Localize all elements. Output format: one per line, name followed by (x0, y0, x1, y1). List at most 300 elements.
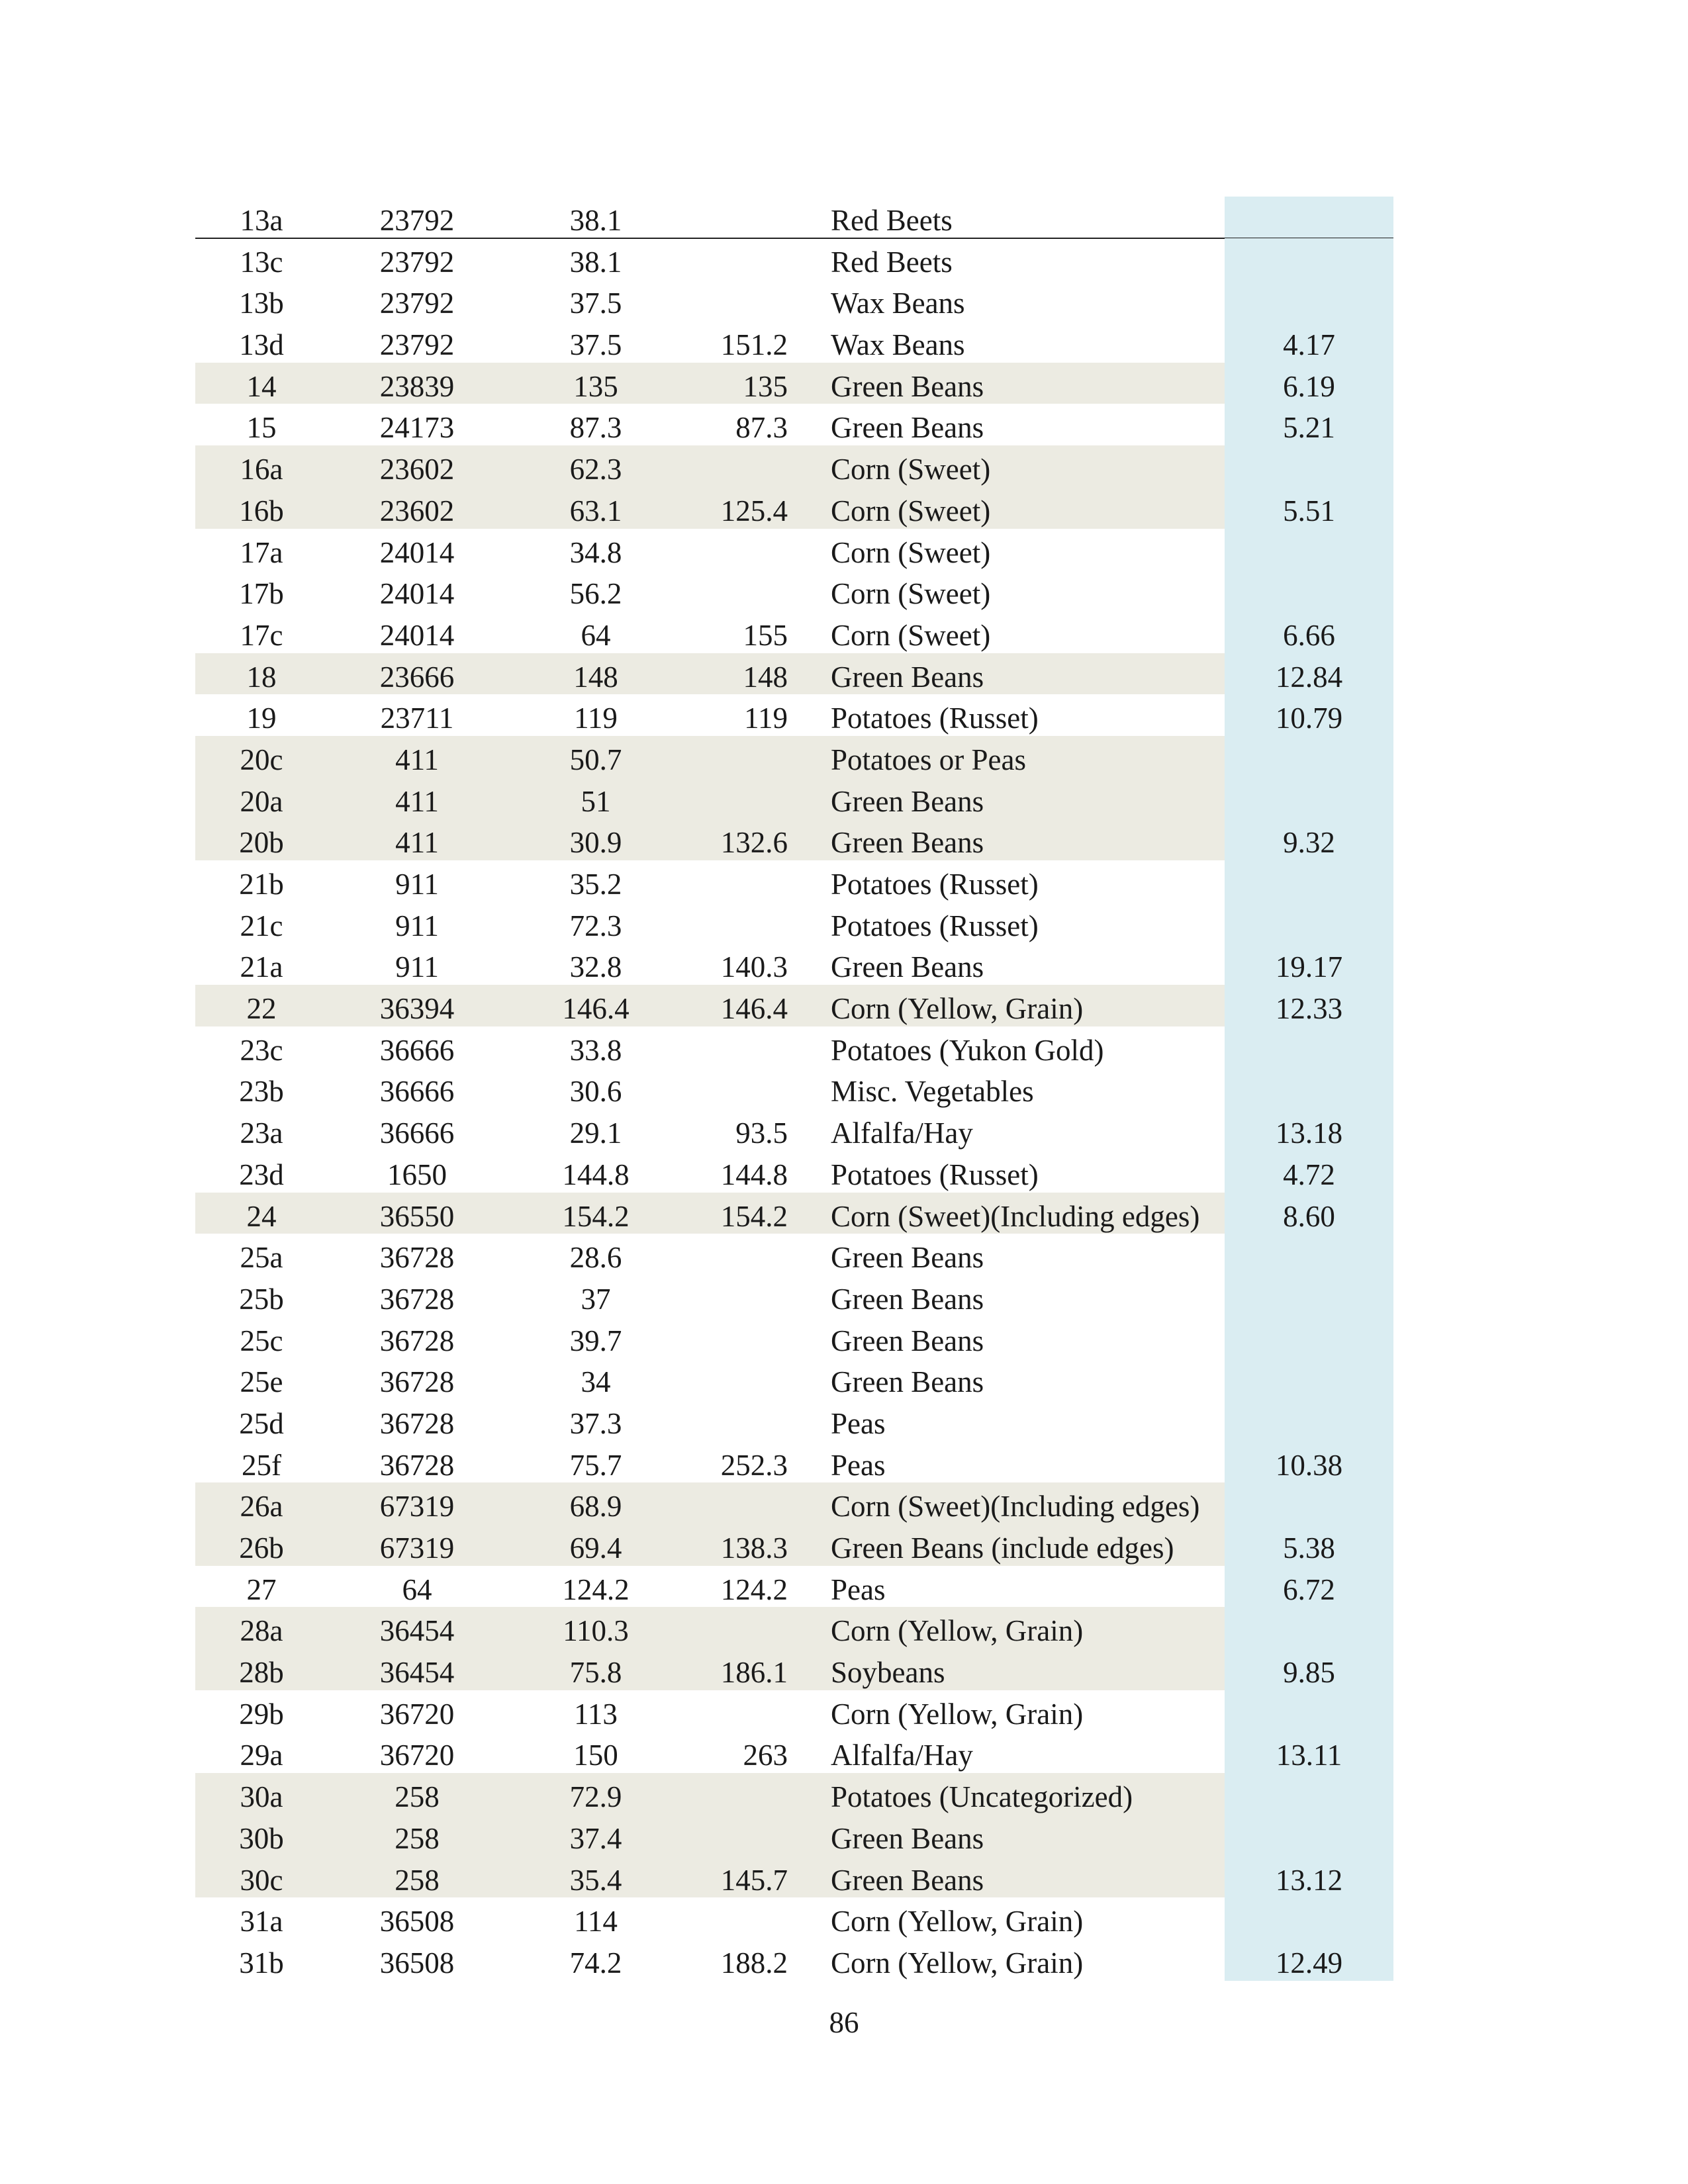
total-area-cell: 87.3 (735, 411, 788, 445)
field-number-cell: 911 (395, 950, 439, 984)
crop-name-cell: Corn (Yellow, Grain) (831, 1614, 1084, 1648)
crop-name-cell: Potatoes (Russet) (831, 909, 1039, 942)
field-number-cell: 36508 (379, 1905, 455, 1938)
total-area-cell: 93.5 (735, 1116, 788, 1150)
total-area-cell (685, 279, 788, 321)
row-id-cell: 21b (239, 868, 284, 901)
value-cell: 6.19 (1283, 369, 1335, 403)
value-cell (1225, 736, 1393, 778)
field-number-cell: 23711 (380, 702, 454, 735)
area-cell: 150 (573, 1739, 618, 1772)
table-row (195, 1400, 1393, 1441)
area-cell: 29.1 (569, 1116, 622, 1150)
value-cell (1225, 1897, 1393, 1939)
value-cell (1225, 529, 1393, 570)
value-cell: 12.33 (1275, 992, 1343, 1026)
crop-name-cell: Green Beans (831, 1241, 984, 1275)
table-row (195, 736, 1393, 778)
total-area-cell (685, 1607, 788, 1649)
row-id-cell: 16b (239, 494, 284, 527)
value-cell: 5.51 (1283, 494, 1335, 527)
table-row (195, 1566, 1393, 1608)
area-cell: 37 (581, 1282, 611, 1316)
crop-name-cell: Green Beans (831, 411, 984, 445)
crop-name-cell: Peas (831, 1448, 886, 1482)
field-number-cell: 24014 (379, 535, 455, 569)
total-area-cell: 135 (743, 369, 788, 403)
value-cell: 5.21 (1283, 411, 1335, 445)
area-cell: 33.8 (569, 1033, 622, 1067)
area-cell: 37.5 (569, 328, 622, 362)
table-row (195, 1607, 1393, 1649)
table-row (195, 1731, 1393, 1773)
area-cell: 62.3 (569, 453, 622, 486)
area-cell: 154.2 (562, 1199, 630, 1233)
table-row (195, 1524, 1393, 1566)
crop-name-cell: Corn (Yellow, Grain) (831, 1946, 1084, 1979)
value-cell: 10.79 (1275, 702, 1343, 735)
crop-name-cell: Corn (Sweet)(Including edges) (831, 1199, 1200, 1233)
area-cell: 37.5 (569, 287, 622, 320)
area-cell: 39.7 (569, 1324, 622, 1357)
total-area-cell: 132.6 (720, 826, 788, 860)
row-id-cell: 25e (240, 1365, 283, 1399)
area-cell: 72.3 (569, 909, 622, 942)
total-area-cell: 151.2 (720, 328, 788, 362)
crop-name-cell: Soybeans (831, 1656, 945, 1690)
value-cell: 6.66 (1283, 618, 1335, 652)
total-area-cell (685, 1690, 788, 1732)
crop-name-cell: Corn (Yellow, Grain) (831, 1905, 1084, 1938)
field-number-cell: 36728 (379, 1448, 455, 1482)
crop-name-cell: Corn (Yellow, Grain) (831, 1697, 1084, 1731)
field-number-cell: 36394 (379, 992, 455, 1026)
table-row (195, 363, 1393, 404)
table-row (195, 694, 1393, 736)
value-cell (1225, 197, 1393, 238)
table-row (195, 238, 1393, 280)
total-area-cell (685, 778, 788, 819)
value-cell: 12.84 (1275, 660, 1343, 694)
row-id-cell: 20a (240, 784, 283, 818)
table-row (195, 1109, 1393, 1151)
field-number-cell: 36454 (379, 1614, 455, 1648)
crop-name-cell: Red Beets (831, 204, 953, 237)
crop-name-cell: Corn (Sweet) (831, 577, 991, 611)
crop-name-cell: Green Beans (831, 1324, 984, 1357)
total-area-cell: 144.8 (720, 1158, 788, 1191)
row-id-cell: 25d (239, 1406, 284, 1440)
total-area-cell: 124.2 (720, 1572, 788, 1606)
field-number-cell: 23792 (379, 287, 455, 320)
table-row (195, 197, 1393, 238)
table-row (195, 778, 1393, 819)
table-row (195, 1856, 1393, 1898)
field-number-cell: 23666 (379, 660, 455, 694)
value-cell: 6.72 (1283, 1572, 1335, 1606)
row-id-cell: 13b (239, 287, 284, 320)
field-number-cell: 23792 (379, 328, 455, 362)
area-cell: 63.1 (569, 494, 622, 527)
field-number-cell: 36666 (379, 1075, 455, 1109)
row-id-cell: 17c (240, 618, 283, 652)
field-number-cell: 411 (395, 743, 439, 776)
field-number-cell: 67319 (379, 1531, 455, 1565)
table-row (195, 985, 1393, 1026)
row-id-cell: 13c (240, 245, 283, 279)
value-cell: 13.18 (1275, 1116, 1343, 1150)
total-area-cell (685, 197, 788, 238)
field-number-cell: 411 (395, 784, 439, 818)
area-cell: 37.3 (569, 1406, 622, 1440)
field-number-cell: 36728 (379, 1282, 455, 1316)
crop-name-cell: Green Beans (831, 660, 984, 694)
row-id-cell: 25c (240, 1324, 283, 1357)
area-cell: 30.9 (569, 826, 622, 860)
row-id-cell: 26a (240, 1490, 283, 1524)
area-cell: 75.7 (569, 1448, 622, 1482)
total-area-cell: 252.3 (720, 1448, 788, 1482)
value-cell (1225, 1026, 1393, 1068)
row-id-cell: 14 (246, 369, 277, 403)
table-row (195, 487, 1393, 529)
field-number-cell: 36550 (379, 1199, 455, 1233)
total-area-cell (685, 1234, 788, 1275)
crop-name-cell: Wax Beans (831, 328, 965, 362)
value-cell: 13.11 (1276, 1739, 1342, 1772)
value-cell (1225, 1773, 1393, 1815)
area-cell: 50.7 (569, 743, 622, 776)
area-cell: 144.8 (562, 1158, 630, 1191)
value-cell: 19.17 (1275, 950, 1343, 984)
row-id-cell: 24 (246, 1199, 277, 1233)
value-cell (1225, 238, 1393, 280)
table-row (195, 1026, 1393, 1068)
table-row (195, 943, 1393, 985)
table-row (195, 1815, 1393, 1856)
crop-name-cell: Green Beans (831, 1282, 984, 1316)
total-area-cell (685, 1400, 788, 1441)
value-cell (1225, 1068, 1393, 1109)
value-cell: 4.72 (1283, 1158, 1335, 1191)
crop-name-cell: Potatoes (Russet) (831, 1158, 1039, 1191)
crop-name-cell: Green Beans (831, 784, 984, 818)
field-number-cell: 23839 (379, 369, 455, 403)
crop-name-cell: Green Beans (831, 369, 984, 403)
row-id-cell: 27 (246, 1572, 277, 1606)
total-area-cell (685, 1275, 788, 1317)
value-cell (1225, 902, 1393, 944)
field-number-cell: 258 (395, 1780, 440, 1814)
field-number-cell: 36728 (379, 1324, 455, 1357)
row-id-cell: 31b (239, 1946, 284, 1979)
row-id-cell: 21a (240, 950, 283, 984)
table-row (195, 860, 1393, 902)
field-number-cell: 23792 (379, 245, 455, 279)
crop-name-cell: Potatoes (Russet) (831, 868, 1039, 901)
area-cell: 51 (581, 784, 611, 818)
field-number-cell: 36728 (379, 1406, 455, 1440)
crop-name-cell: Alfalfa/Hay (831, 1116, 973, 1150)
value-cell (1225, 1358, 1393, 1400)
table-row (195, 570, 1393, 612)
value-cell (1225, 1482, 1393, 1524)
row-id-cell: 23c (240, 1033, 283, 1067)
table-row (195, 1939, 1393, 1981)
table-row (195, 1151, 1393, 1193)
area-cell: 113 (574, 1697, 618, 1731)
total-area-cell (685, 1026, 788, 1068)
field-number-cell: 67319 (379, 1490, 455, 1524)
crop-name-cell: Corn (Sweet) (831, 535, 991, 569)
field-number-cell: 1650 (387, 1158, 447, 1191)
area-cell: 87.3 (569, 411, 622, 445)
value-cell (1225, 1234, 1393, 1275)
total-area-cell: 119 (744, 702, 788, 735)
total-area-cell: 188.2 (720, 1946, 788, 1979)
crop-name-cell: Alfalfa/Hay (831, 1739, 973, 1772)
area-cell: 124.2 (562, 1572, 630, 1606)
total-area-cell: 125.4 (720, 494, 788, 527)
area-cell: 148 (573, 660, 618, 694)
field-number-cell: 36666 (379, 1033, 455, 1067)
value-cell (1225, 1317, 1393, 1359)
area-cell: 75.8 (569, 1656, 622, 1690)
table-row (195, 1649, 1393, 1690)
row-id-cell: 25b (239, 1282, 284, 1316)
row-id-cell: 13a (240, 204, 283, 237)
crop-name-cell: Wax Beans (831, 287, 965, 320)
value-cell: 12.49 (1275, 1946, 1343, 1979)
area-cell: 35.2 (569, 868, 622, 901)
area-cell: 72.9 (569, 1780, 622, 1814)
field-number-cell: 24014 (379, 618, 455, 652)
crop-name-cell: Corn (Yellow, Grain) (831, 992, 1084, 1026)
page-number: 86 (829, 2006, 859, 2039)
total-area-cell (685, 1773, 788, 1815)
area-cell: 35.4 (569, 1863, 622, 1897)
table-row (195, 1068, 1393, 1109)
field-number-cell: 64 (402, 1572, 432, 1606)
field-number-cell: 36720 (379, 1739, 455, 1772)
table-row (195, 1234, 1393, 1275)
crop-name-cell: Corn (Sweet) (831, 453, 991, 486)
table-row (195, 1482, 1393, 1524)
area-cell: 38.1 (569, 245, 622, 279)
crop-name-cell: Potatoes (Yukon Gold) (831, 1033, 1104, 1067)
area-cell: 64 (581, 618, 611, 652)
area-cell: 74.2 (569, 1946, 622, 1979)
value-cell (1225, 778, 1393, 819)
field-number-cell: 911 (395, 868, 439, 901)
area-cell: 37.4 (569, 1821, 622, 1855)
field-number-cell: 258 (395, 1821, 440, 1855)
area-cell: 38.1 (569, 204, 622, 237)
row-id-cell: 29a (240, 1739, 283, 1772)
field-number-cell: 36728 (379, 1365, 455, 1399)
row-id-cell: 30c (240, 1863, 283, 1897)
row-id-cell: 20c (240, 743, 283, 776)
total-area-cell (685, 860, 788, 902)
crop-name-cell: Corn (Sweet) (831, 618, 991, 652)
row-id-cell: 30b (239, 1821, 284, 1855)
row-id-cell: 20b (239, 826, 284, 860)
data-table (195, 197, 1393, 1981)
value-cell: 13.12 (1275, 1863, 1343, 1897)
total-area-cell (685, 238, 788, 280)
value-cell: 9.32 (1283, 826, 1335, 860)
field-number-cell: 36454 (379, 1656, 455, 1690)
crop-name-cell: Green Beans (831, 1863, 984, 1897)
total-area-cell: 146.4 (720, 992, 788, 1026)
table-row (195, 321, 1393, 363)
area-cell: 110.3 (563, 1614, 629, 1648)
total-area-cell: 140.3 (720, 950, 788, 984)
crop-name-cell: Peas (831, 1572, 886, 1606)
value-cell: 10.38 (1275, 1448, 1343, 1482)
total-area-cell: 138.3 (720, 1531, 788, 1565)
row-id-cell: 30a (240, 1780, 283, 1814)
table-row (195, 612, 1393, 653)
table-row (195, 1773, 1393, 1815)
field-number-cell: 36720 (379, 1697, 455, 1731)
total-area-cell: 148 (743, 660, 788, 694)
table-row (195, 1358, 1393, 1400)
value-cell (1225, 570, 1393, 612)
crop-name-cell: Green Beans (831, 1821, 984, 1855)
crop-name-cell: Green Beans (831, 950, 984, 984)
table-row (195, 1193, 1393, 1234)
crop-name-cell: Green Beans (831, 826, 984, 860)
area-cell: 34.8 (569, 535, 622, 569)
area-cell: 32.8 (569, 950, 622, 984)
area-cell: 28.6 (569, 1241, 622, 1275)
value-cell (1225, 1815, 1393, 1856)
total-area-cell (685, 570, 788, 612)
total-area-cell: 186.1 (720, 1656, 788, 1690)
total-area-cell (685, 902, 788, 944)
crop-name-cell: Potatoes or Peas (831, 743, 1026, 776)
row-id-cell: 19 (246, 702, 277, 735)
total-area-cell: 155 (743, 618, 788, 652)
field-number-cell: 24014 (379, 577, 455, 611)
row-id-cell: 28b (239, 1656, 284, 1690)
row-id-cell: 23a (240, 1116, 283, 1150)
table-row (195, 902, 1393, 944)
field-number-cell: 36666 (379, 1116, 455, 1150)
row-id-cell: 29b (239, 1697, 284, 1731)
row-id-cell: 31a (240, 1905, 283, 1938)
table-row (195, 529, 1393, 570)
table-row (195, 1897, 1393, 1939)
total-area-cell (685, 1068, 788, 1109)
row-id-cell: 25a (240, 1241, 283, 1275)
row-id-cell: 18 (246, 660, 277, 694)
row-id-cell: 25f (242, 1448, 281, 1482)
row-id-cell: 26b (239, 1531, 284, 1565)
field-number-cell: 911 (395, 909, 439, 942)
crop-name-cell: Corn (Sweet) (831, 494, 991, 527)
row-id-cell: 17a (240, 535, 283, 569)
table-row (195, 445, 1393, 487)
crop-name-cell: Misc. Vegetables (831, 1075, 1034, 1109)
area-cell: 56.2 (569, 577, 622, 611)
value-cell (1225, 279, 1393, 321)
total-area-cell (685, 1317, 788, 1359)
table-row (195, 1690, 1393, 1732)
table-row (195, 819, 1393, 860)
area-cell: 34 (581, 1365, 611, 1399)
field-number-cell: 36728 (379, 1241, 455, 1275)
row-id-cell: 17b (239, 577, 284, 611)
crop-name-cell: Green Beans (831, 1365, 984, 1399)
row-id-cell: 28a (240, 1614, 283, 1648)
value-cell: 4.17 (1283, 328, 1335, 362)
field-number-cell: 411 (395, 826, 439, 860)
total-area-cell (685, 1897, 788, 1939)
row-id-cell: 22 (246, 992, 277, 1026)
value-cell (1225, 1690, 1393, 1732)
table-row (195, 404, 1393, 445)
area-cell: 69.4 (569, 1531, 622, 1565)
value-cell (1225, 860, 1393, 902)
area-cell: 146.4 (562, 992, 630, 1026)
row-id-cell: 16a (240, 453, 283, 486)
table-row (195, 1441, 1393, 1483)
table-row (195, 1317, 1393, 1359)
total-area-cell (685, 1815, 788, 1856)
crop-name-cell: Red Beets (831, 245, 953, 279)
total-area-cell: 154.2 (720, 1199, 788, 1233)
crop-name-cell: Potatoes (Uncategorized) (831, 1780, 1133, 1814)
crop-name-cell: Corn (Sweet)(Including edges) (831, 1490, 1200, 1524)
value-cell: 8.60 (1283, 1199, 1335, 1233)
field-number-cell: 23602 (379, 494, 455, 527)
crop-name-cell: Green Beans (include edges) (831, 1531, 1174, 1565)
area-cell: 119 (574, 702, 618, 735)
crop-name-cell: Peas (831, 1406, 886, 1440)
field-number-cell: 23792 (379, 204, 455, 237)
total-area-cell: 263 (743, 1739, 788, 1772)
table-row (195, 279, 1393, 321)
value-cell (1225, 1275, 1393, 1317)
total-area-cell (685, 736, 788, 778)
table-row (195, 1275, 1393, 1317)
field-number-cell: 24173 (379, 411, 455, 445)
total-area-cell: 145.7 (720, 1863, 788, 1897)
row-id-cell: 13d (239, 328, 284, 362)
total-area-cell (685, 1482, 788, 1524)
table-row (195, 653, 1393, 695)
row-id-cell: 15 (246, 411, 277, 445)
row-id-cell: 23b (239, 1075, 284, 1109)
field-number-cell: 23602 (379, 453, 455, 486)
crop-name-cell: Potatoes (Russet) (831, 702, 1039, 735)
value-cell (1225, 445, 1393, 487)
row-id-cell: 21c (240, 909, 283, 942)
value-cell (1225, 1607, 1393, 1649)
field-number-cell: 36508 (379, 1946, 455, 1979)
total-area-cell (685, 1358, 788, 1400)
field-number-cell: 258 (395, 1863, 440, 1897)
area-cell: 135 (573, 369, 618, 403)
row-id-cell: 23d (239, 1158, 284, 1191)
area-cell: 68.9 (569, 1490, 622, 1524)
total-area-cell (685, 445, 788, 487)
value-cell: 9.85 (1283, 1656, 1335, 1690)
value-cell: 5.38 (1283, 1531, 1335, 1565)
total-area-cell (685, 529, 788, 570)
